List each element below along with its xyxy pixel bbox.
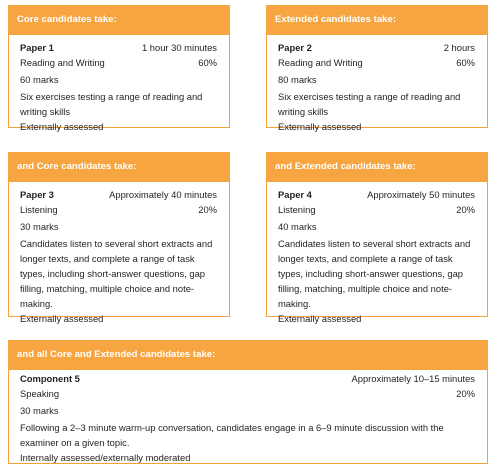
paper-2-header: Extended candidates take:: [266, 5, 488, 35]
paper-3-description-line: Candidates listen to several short extracts and: [20, 238, 213, 249]
paper-3-description-line: types, including short-answer questions, gap: [20, 268, 206, 279]
paper-2-weight: 60%: [456, 57, 475, 68]
paper-2-assessment: Externally assessed: [278, 121, 362, 132]
paper-1-skill: Reading and Writing: [20, 57, 105, 68]
paper-2-description-line: writing skills: [278, 106, 329, 117]
component-5-marks: 30 marks: [20, 405, 59, 416]
paper-2-skill: Reading and Writing: [278, 57, 363, 68]
paper-1-description-line: writing skills: [20, 106, 71, 117]
paper-1-marks: 60 marks: [20, 74, 59, 85]
paper-4-description: [278, 236, 475, 311]
paper-2-marks: 80 marks: [278, 74, 317, 85]
component-5-description: [20, 420, 475, 450]
paper-4-skill: Listening: [278, 204, 316, 215]
paper-1-assessment: Externally assessed: [20, 121, 104, 132]
paper-4-description-line: Candidates listen to several short extracts and: [278, 238, 471, 249]
paper-1-description-line: Six exercises testing a range of reading and: [20, 91, 203, 102]
paper-3-marks: 30 marks: [20, 221, 59, 232]
paper-4-duration: Approximately 50 minutes: [367, 189, 475, 200]
component-5-header: and all Core and Extended candidates take:: [8, 340, 488, 370]
paper-3-weight: 20%: [198, 204, 217, 215]
paper-4-assessment: Externally assessed: [278, 313, 362, 324]
component-5-box: [8, 340, 488, 464]
paper-1-duration: 1 hour 30 minutes: [141, 42, 217, 53]
paper-3-title: Paper 3: [20, 189, 54, 200]
paper-3-description-line: filling, matching, multiple choice and note-: [20, 283, 195, 294]
paper-2-description-line: Six exercises testing a range of reading and: [278, 91, 461, 102]
paper-1-weight: 60%: [198, 57, 217, 68]
paper-3-description-line: longer texts, and complete a range of task: [20, 253, 195, 264]
paper-2-duration: 2 hours: [443, 42, 475, 53]
paper-4-box: [266, 152, 488, 324]
paper-4-description-line: longer texts, and complete a range of task: [278, 253, 453, 264]
paper-4-description-line: filling, matching, multiple choice and note-: [278, 283, 453, 294]
paper-4-description-line: types, including short-answer questions, gap: [278, 268, 464, 279]
paper-3-skill: Listening: [20, 204, 58, 215]
component-5-assessment: Internally assessed/externally moderated: [20, 452, 191, 463]
paper-3-header: and Core candidates take:: [8, 152, 230, 182]
paper-1-header: Core candidates take:: [8, 5, 230, 35]
paper-2-title: Paper 2: [278, 42, 312, 53]
component-5-skill: Speaking: [20, 388, 60, 399]
paper-4-marks: 40 marks: [278, 221, 317, 232]
paper-4-weight: 20%: [456, 204, 475, 215]
paper-4-header: and Extended candidates take:: [266, 152, 488, 182]
component-5-title: Component 5: [20, 373, 80, 384]
paper-2-description: [278, 89, 475, 119]
paper-3-description-line: making.: [20, 298, 53, 309]
component-5-description-line: examiner on a given topic.: [20, 437, 130, 448]
paper-2-box: [266, 5, 488, 132]
paper-3-duration: Approximately 40 minutes: [109, 189, 217, 200]
paper-1-box: [8, 5, 230, 132]
paper-4-title: Paper 4: [278, 189, 312, 200]
paper-3-box: [8, 152, 230, 324]
component-5-weight: 20%: [456, 388, 475, 399]
paper-4-description-line: making.: [278, 298, 311, 309]
paper-1-title: Paper 1: [20, 42, 54, 53]
component-5-description-line: Following a 2–3 minute warm-up conversation, candidates engage in a 6–9 minute discussion with the: [20, 422, 444, 433]
paper-1-description: [20, 89, 217, 119]
paper-3-assessment: Externally assessed: [20, 313, 104, 324]
component-5-duration: Approximately 10–15 minutes: [351, 373, 475, 384]
paper-3-description: [20, 236, 217, 311]
